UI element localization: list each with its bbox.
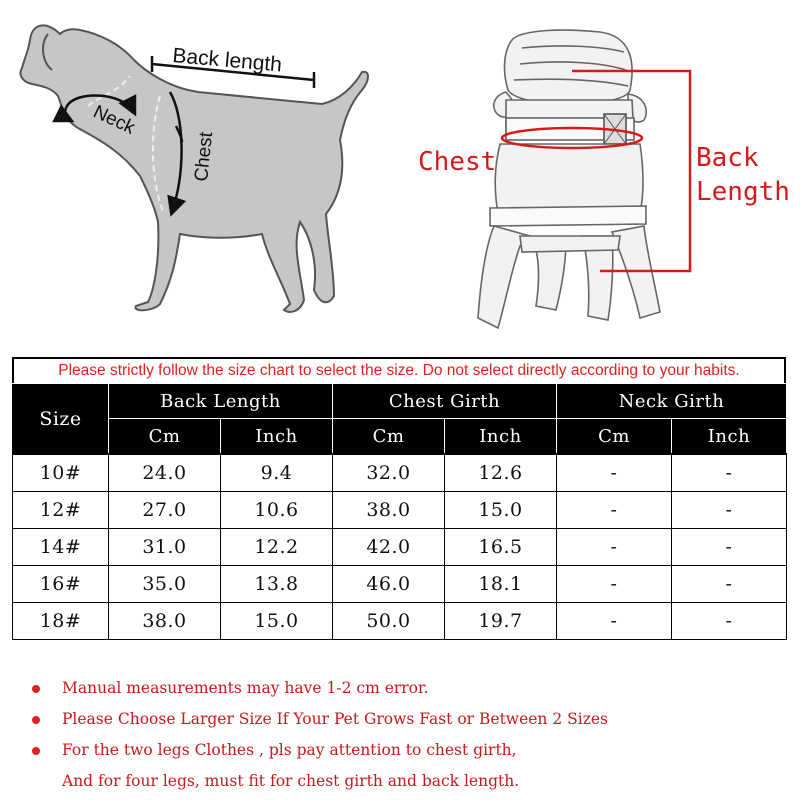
value-cell: - <box>672 492 787 529</box>
value-cell: 15.0 <box>221 603 333 640</box>
suit-label-back: Back <box>696 143 759 173</box>
note-text: For the two legs Clothes , pls pay attention to chest girth, <box>62 741 517 759</box>
unit-header-cm: Cm <box>333 419 445 455</box>
unit-header-cm: Cm <box>557 419 672 455</box>
table-row <box>13 603 787 640</box>
neck-girth-group-header: Neck Girth <box>557 384 787 419</box>
value-cell: 27.0 <box>109 492 221 529</box>
value-cell: 32.0 <box>333 454 445 492</box>
dog-label-back-length: Back length <box>171 44 283 77</box>
value-cell: - <box>672 566 787 603</box>
value-cell: - <box>672 454 787 492</box>
note-item <box>32 705 772 736</box>
size-cell: 12# <box>13 492 109 529</box>
suit-label-chest: Chest <box>418 147 497 177</box>
dog-label-chest: Chest <box>191 130 218 183</box>
bullet-icon <box>32 747 40 755</box>
size-chart-table <box>12 383 787 640</box>
size-warning: Please strictly follow the size chart to select the size. Do not select directly according to your habits. <box>12 357 786 383</box>
unit-header-inch: Inch <box>445 419 557 455</box>
dog-illustration <box>20 25 368 311</box>
note-item <box>32 674 772 705</box>
value-cell: 19.7 <box>445 603 557 640</box>
value-cell: - <box>557 454 672 492</box>
value-cell: - <box>557 492 672 529</box>
measurement-illustrations <box>0 0 800 350</box>
size-column-header: Size <box>13 384 109 455</box>
value-cell: - <box>557 566 672 603</box>
value-cell: - <box>557 603 672 640</box>
back-length-group-header: Back Length <box>109 384 333 419</box>
table-row <box>13 492 787 529</box>
value-cell: 10.6 <box>221 492 333 529</box>
value-cell: 16.5 <box>445 529 557 566</box>
dog-label-neck: Neck <box>89 101 139 139</box>
suit-label-length: Length <box>696 177 790 207</box>
value-cell: 9.4 <box>221 454 333 492</box>
note-text: Manual measurements may have 1-2 cm error. <box>62 679 429 697</box>
chest-girth-group-header: Chest Girth <box>333 384 557 419</box>
value-cell: 18.1 <box>445 566 557 603</box>
size-cell: 10# <box>13 454 109 492</box>
value-cell: 31.0 <box>109 529 221 566</box>
value-cell: 50.0 <box>333 603 445 640</box>
value-cell: - <box>557 529 672 566</box>
table-row <box>13 454 787 492</box>
table-unit-header-row <box>13 419 787 455</box>
value-cell: - <box>672 603 787 640</box>
value-cell: 12.6 <box>445 454 557 492</box>
value-cell: 38.0 <box>109 603 221 640</box>
size-cell: 16# <box>13 566 109 603</box>
unit-header-inch: Inch <box>672 419 787 455</box>
bullet-icon <box>32 716 40 724</box>
note-item-continuation <box>32 767 772 798</box>
value-cell: 42.0 <box>333 529 445 566</box>
note-text: And for four legs, must fit for chest girth and back length. <box>62 772 520 790</box>
value-cell: - <box>672 529 787 566</box>
value-cell: 12.2 <box>221 529 333 566</box>
notes-list <box>32 674 772 798</box>
size-cell: 18# <box>13 603 109 640</box>
value-cell: 38.0 <box>333 492 445 529</box>
unit-header-cm: Cm <box>109 419 221 455</box>
size-cell: 14# <box>13 529 109 566</box>
value-cell: 46.0 <box>333 566 445 603</box>
value-cell: 15.0 <box>445 492 557 529</box>
snowsuit-illustration <box>478 30 660 328</box>
value-cell: 35.0 <box>109 566 221 603</box>
table-group-header-row <box>13 384 787 419</box>
value-cell: 24.0 <box>109 454 221 492</box>
note-text: Please Choose Larger Size If Your Pet Grows Fast or Between 2 Sizes <box>62 710 608 728</box>
table-row <box>13 529 787 566</box>
unit-header-inch: Inch <box>221 419 333 455</box>
table-row <box>13 566 787 603</box>
note-item <box>32 736 772 767</box>
value-cell: 13.8 <box>221 566 333 603</box>
bullet-icon <box>32 685 40 693</box>
